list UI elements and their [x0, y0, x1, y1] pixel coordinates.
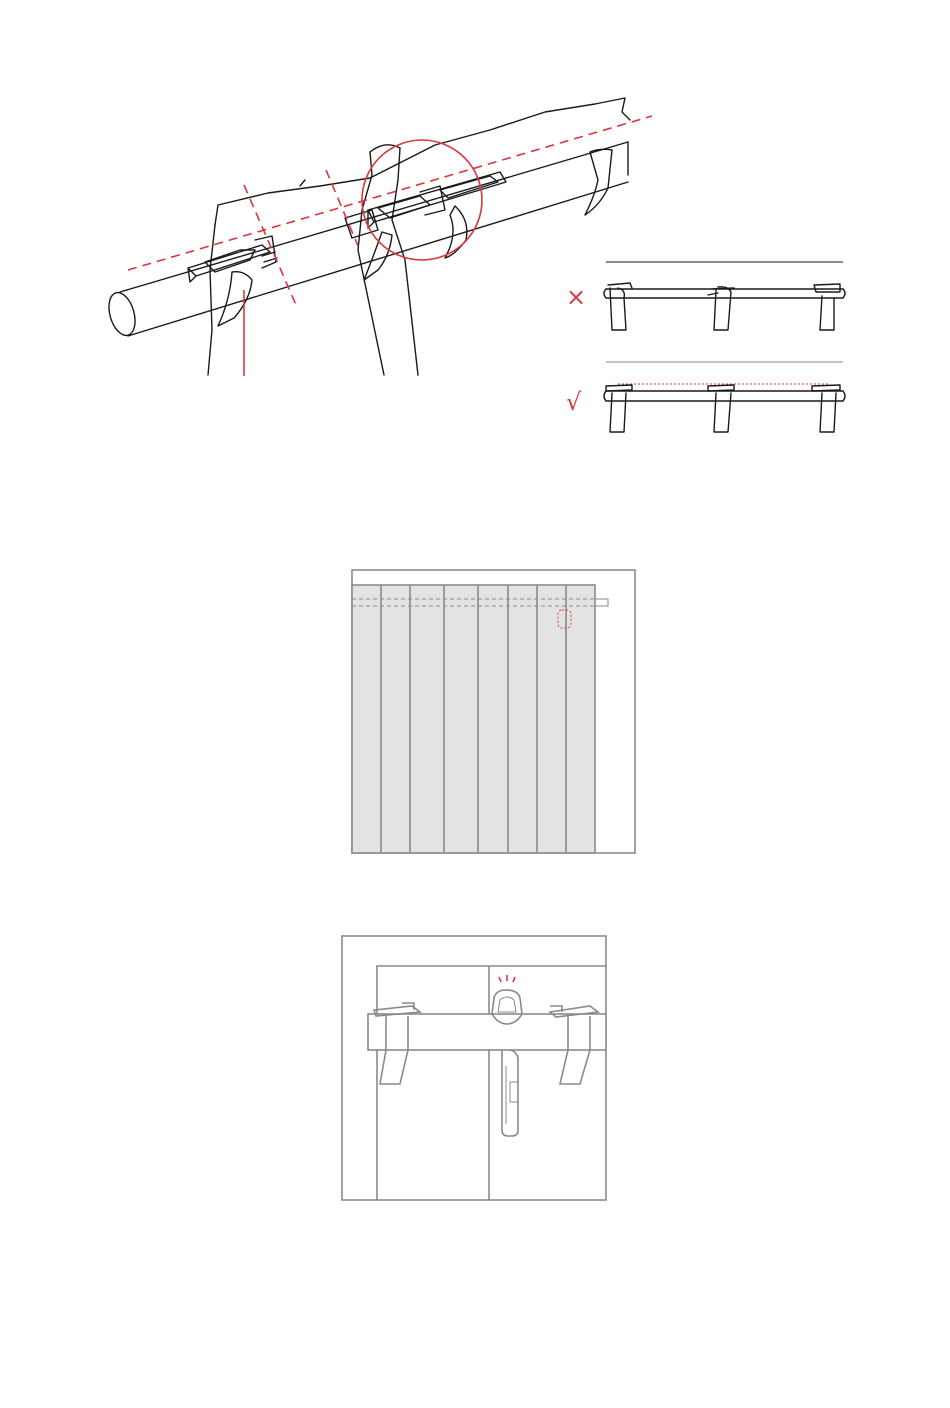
rod-end-stub	[595, 599, 608, 606]
rod-installation-detail	[104, 98, 652, 376]
outer-frame	[342, 936, 606, 1200]
wrong-mark: ×	[566, 283, 587, 311]
curtain-fabric-inner-line	[300, 180, 305, 186]
comparison-diagrams	[566, 262, 845, 432]
rod-end-cap	[104, 290, 139, 339]
device-front-view	[342, 936, 606, 1200]
right-rod	[604, 391, 845, 401]
window-sash	[377, 966, 606, 1200]
right-strap-2	[708, 385, 734, 432]
center-perpendicular-guide	[326, 170, 358, 246]
curtain-fabric-top-edge	[215, 98, 630, 225]
highlight-circle	[362, 140, 482, 260]
wrong-strap-1	[608, 283, 632, 330]
left-strap	[218, 272, 252, 326]
hanging-device-body	[502, 1050, 518, 1136]
wrong-strap-3	[814, 284, 840, 330]
center-strap-right	[392, 148, 418, 375]
rod-bottom-edge	[128, 182, 628, 336]
right-strap-loop	[585, 149, 612, 215]
curtain-front-view	[352, 570, 635, 853]
wrong-strap-2	[708, 287, 734, 330]
right-mark: √	[566, 388, 582, 416]
right-strap-3	[812, 385, 840, 432]
right-strap-1	[606, 385, 632, 432]
wrong-rod	[604, 289, 845, 298]
curtain-rod	[368, 1014, 606, 1050]
curtain-fabric-left-edge	[208, 225, 215, 375]
left-clip-perpendicular-guide	[244, 185, 296, 305]
device-signal-indicator	[499, 975, 515, 982]
